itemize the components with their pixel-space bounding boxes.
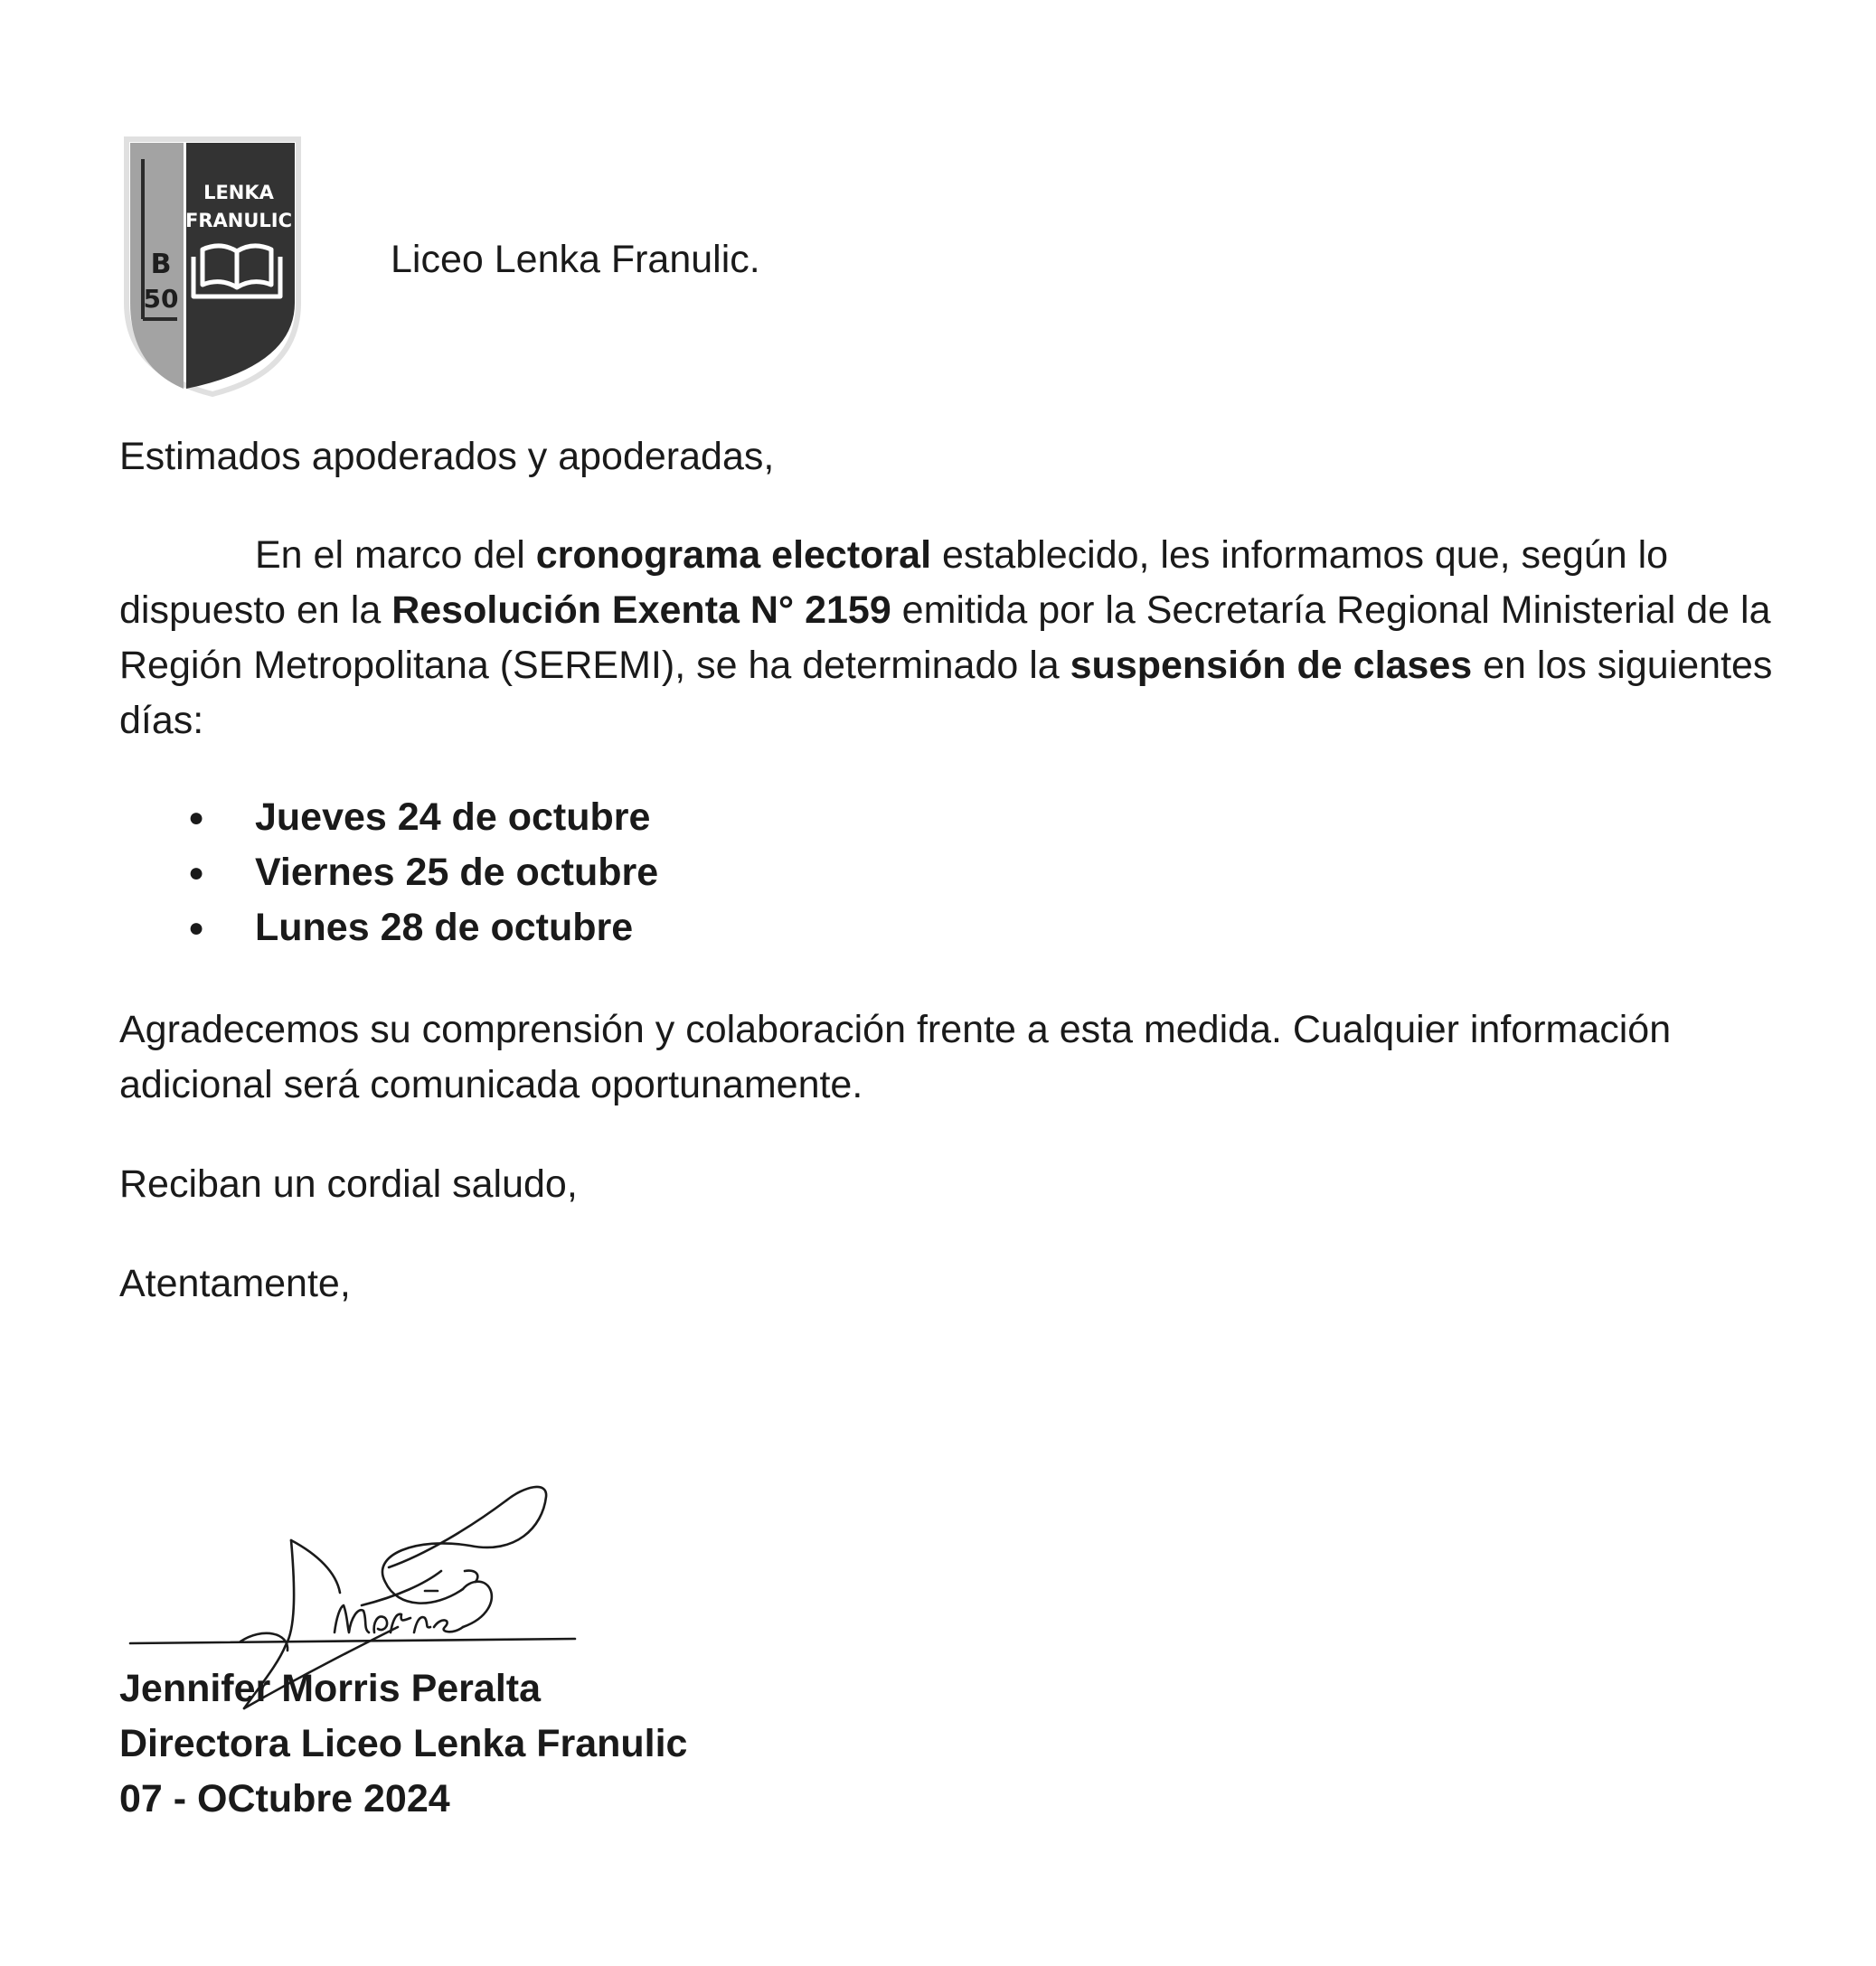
letter-greeting: Estimados apoderados y apoderadas,	[119, 435, 775, 478]
school-logo	[123, 136, 302, 398]
logo-text-line2: FRANULIC	[184, 210, 293, 231]
logo-badge-number: 50	[143, 284, 179, 314]
body-text-3: emitida por la Secretaría Regional Ministerial de la Región Metropolitana (SEREMI), se ha determinado la	[119, 588, 1771, 687]
signer-name: Jennifer Morris Peralta	[119, 1667, 542, 1710]
day-label: Viernes 25 de octubre	[255, 851, 659, 894]
body-bold-cronograma: cronograma electoral	[535, 533, 932, 577]
day-label: Lunes 28 de octubre	[255, 906, 634, 949]
signer-title: Directora Liceo Lenka Franulic	[119, 1722, 688, 1765]
list-item	[119, 900, 658, 955]
bullet-icon: ●	[188, 803, 205, 832]
letter-closing: Agradecemos su comprensión y colaboración frente a esta medida. Cualquier información adicional será comunicada oportunamente.	[119, 1008, 1672, 1106]
body-text-1: En el marco del	[255, 533, 536, 577]
letter-date: 07 - OCtubre 2024	[119, 1777, 450, 1820]
signature-block	[119, 1661, 687, 1827]
bullet-icon: ●	[188, 913, 205, 943]
logo-text-line1: LENKA	[203, 182, 274, 203]
day-label: Jueves 24 de octubre	[255, 795, 651, 839]
school-name: Liceo Lenka Franulic.	[391, 238, 760, 281]
body-text-4: en los siguientes días:	[119, 644, 1773, 742]
letter-sign-off: Atentamente,	[119, 1262, 351, 1305]
body-bold-resolucion: Resolución Exenta N° 2159	[391, 588, 891, 632]
letter-body-paragraph	[119, 528, 1787, 748]
body-text-2: establecido, les informamos que, según lo dispuesto en la	[119, 533, 1669, 632]
body-bold-suspension: suspensión de clases	[1070, 644, 1473, 687]
suspension-days-list	[119, 790, 658, 955]
list-item	[119, 790, 658, 845]
logo-badge-letter: B	[150, 249, 172, 280]
bullet-icon: ●	[188, 858, 205, 888]
letter-regards: Reciban un cordial saludo,	[119, 1162, 578, 1206]
list-item	[119, 845, 658, 900]
